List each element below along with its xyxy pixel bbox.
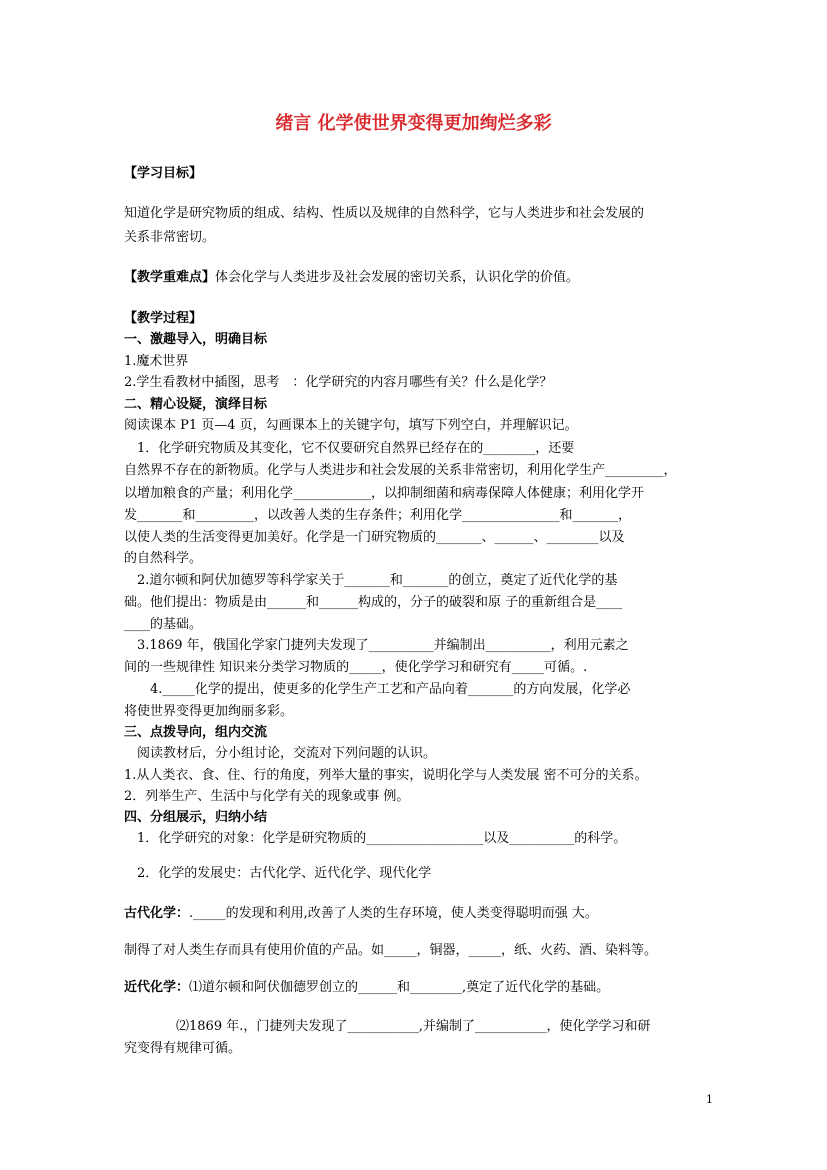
ancient-chemistry-line [124,906,598,922]
keypoint-text: 体会化学与人类进步及社会发展的密切关系，认识化学的价值。 [215,270,580,285]
question-4-line-2: 将使世界变得更加绚丽多彩。 [124,704,294,719]
objectives-text-line-2: 关系非常密切。 [124,230,216,245]
keypoint-heading: 【教学重难点】 [124,270,216,285]
question-2-line-3: ____的基础。 [124,617,203,632]
section-4-heading: 四、分组展示，归纳小结 [124,810,268,825]
section-3-item-1: 1.从人类衣、食、住、行的角度，列举大量的事实，说明化学与人类发展 密不可分的关系。 [124,768,648,783]
question-4-line-1: 4._____化学的提出，使更多的化学生产工艺和产品向着_______的方向发展，化学必 [124,682,631,697]
section-3-heading: 三、点拨导向，组内交流 [124,725,268,740]
section-3-item-2: 2．列举生产、生活中与化学有关的现象或事 例。 [124,789,410,804]
question-1-line-2: 自然界不存在的新物质。化学与人类进步和社会发展的关系非常密切，利用化学生产_________， [124,463,677,478]
modern-chemistry-item-2-line-2: 究变得有规律可循。 [124,1041,242,1056]
ancient-chemistry-text: ._____的发现和利用,改善了人类的生存环境，使人类变得聪明而强 大。 [189,906,598,921]
question-1-line-3: 以增加粮食的产量；利用化学____________，以抑制细菌和病毒保障人体健康；利用化学开 [124,486,645,501]
modern-chemistry-line [124,980,609,996]
question-1-line-4: 发_______和_________，以改善人类的生存条件；利用化学_______________和_______， [124,508,632,523]
section-1-item-1: 1.魔术世界 [124,354,189,369]
question-2-line-2: 础。他们提出：物质是由______和______构成的，分子的破裂和原 子的重新组合是____ [124,595,623,610]
question-1-line-1: 1．化学研究物质及其变化，它不仅要研究自然界已经存在的________，还要 [124,441,575,456]
process-heading: 【教学过程】 [124,311,203,326]
ancient-chemistry-label: 古代化学： [124,906,190,921]
question-3-line-2: 间的一些规律性 知识来分类学习物质的_____，使化学学习和研究有_____可循。. [124,660,588,675]
section-3-intro: 阅读教材后，分小组讨论，交流对下列问题的认识。 [124,746,437,761]
section-1-heading: 一、激趣导入，明确目标 [124,332,268,347]
keypoint-paragraph [124,270,579,286]
modern-chemistry-item-2-line-1: ⑵1869 年.，门捷列夫发现了___________,并编制了___________，使化学学习和研 [176,1019,651,1034]
page-number: 1 [706,1093,713,1106]
page-title: 绪言 化学使世界变得更加绚烂多彩 [275,113,552,134]
question-3-line-1: 3.1869 年，俄国化学家门捷列夫发现了__________并编制出__________，利用元素之 [124,638,629,653]
question-1-line-5: 以使人类的生活变得更加美好。化学是一门研究物质的_______、______、________以及 [124,530,625,545]
section-4-item-2: 2．化学的发展史：古代化学、近代化学、现代化学 [124,866,432,881]
section-2-heading: 二、精心设疑，演绎目标 [124,397,268,412]
ancient-chemistry-line-2: 制得了对人类生存而具有使用价值的产品。如_____，铜器，_____，纸、火药、酒、染料等。 [124,943,658,958]
objectives-heading: 【学习目标】 [124,166,203,181]
modern-chemistry-text: ⑴道尔顿和阿伏伽德罗创立的______和________,奠定了近代化学的基础。 [189,980,610,995]
question-2-line-1: 2.道尔顿和阿伏加德罗等科学家关于_______和_______的创立，奠定了近代化学的基 [124,573,618,588]
section-2-intro: 阅读课本 P1 页—4 页，勾画课本上的关键字句，填写下列空白，并理解识记。 [124,418,578,433]
modern-chemistry-label: 近代化学： [124,980,190,995]
section-1-item-2: 2.学生看教材中插图，思考 ：化学研究的内容月哪些有关？什么是化学？ [124,375,553,390]
question-1-line-6: 的自然科学。 [124,551,203,566]
objectives-text-line-1: 知道化学是研究物质的组成、结构、性质以及规律的自然科学，它与人类进步和社会发展的 [124,206,645,221]
section-4-item-1: 1．化学研究的对象：化学是研究物质的__________________以及__________的科学。 [124,831,627,846]
